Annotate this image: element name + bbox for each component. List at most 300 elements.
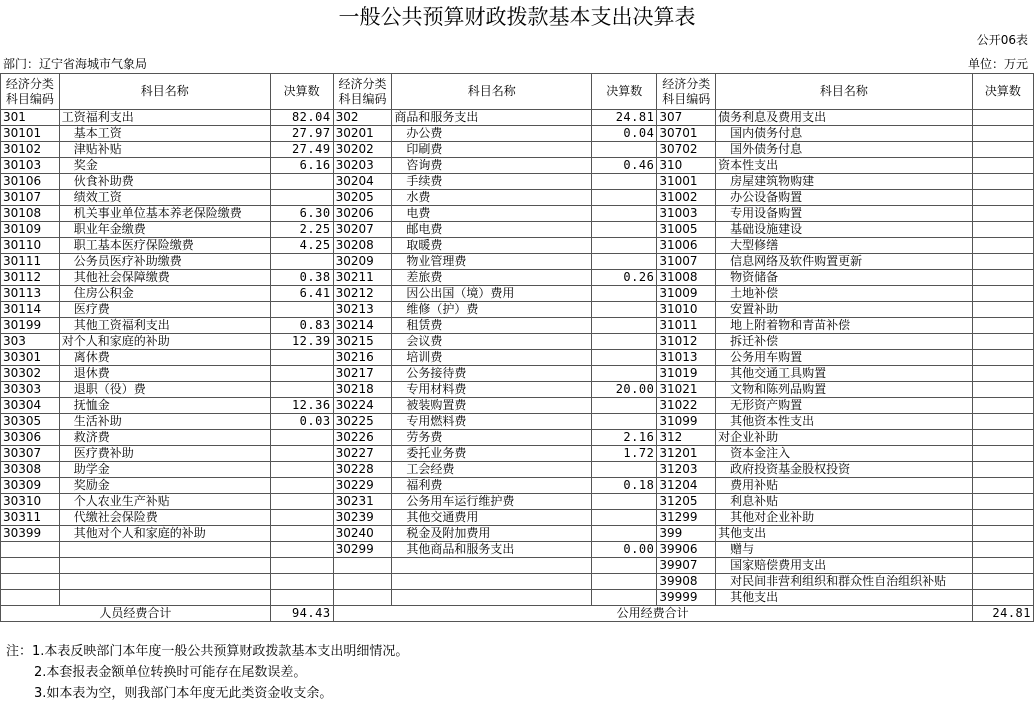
amount-cell: 0.04 [592, 126, 657, 142]
code-cell: 30228 [333, 462, 392, 478]
code-cell: 31204 [657, 478, 716, 494]
code-cell: 30212 [333, 286, 392, 302]
personnel-total-label: 人员经费合计 [1, 606, 271, 622]
code-cell: 307 [657, 110, 716, 126]
code-cell: 30303 [1, 382, 60, 398]
name-cell: 退职（役）费 [59, 382, 270, 398]
code-cell: 30113 [1, 286, 60, 302]
name-cell: 土地补偿 [716, 286, 973, 302]
name-cell: 公务员医疗补助缴费 [59, 254, 270, 270]
code-cell: 30301 [1, 350, 60, 366]
amount-cell [270, 302, 333, 318]
header-name-3: 科目名称 [716, 74, 973, 110]
personnel-total-value: 94.43 [270, 606, 333, 622]
name-cell [59, 558, 270, 574]
code-cell: 30202 [333, 142, 392, 158]
name-cell: 租赁费 [392, 318, 592, 334]
name-cell: 个人农业生产补贴 [59, 494, 270, 510]
name-cell: 其他对个人和家庭的补助 [59, 526, 270, 542]
header-code-3: 经济分类科目编码 [657, 74, 716, 110]
code-cell: 31099 [657, 414, 716, 430]
amount-cell [972, 318, 1033, 334]
code-cell: 30109 [1, 222, 60, 238]
name-cell: 抚恤金 [59, 398, 270, 414]
table-row [1, 510, 1034, 526]
header-code-2: 经济分类科目编码 [333, 74, 392, 110]
code-cell: 31006 [657, 238, 716, 254]
name-cell: 电费 [392, 206, 592, 222]
amount-cell [972, 334, 1033, 350]
table-row [1, 270, 1034, 286]
name-cell: 其他支出 [716, 590, 973, 606]
name-cell: 退休费 [59, 366, 270, 382]
amount-cell [592, 526, 657, 542]
amount-cell: 27.97 [270, 126, 333, 142]
table-row [1, 126, 1034, 142]
amount-cell [972, 206, 1033, 222]
code-cell: 31003 [657, 206, 716, 222]
amount-cell [972, 350, 1033, 366]
amount-cell: 82.04 [270, 110, 333, 126]
amount-cell: 2.16 [592, 430, 657, 446]
amount-cell [270, 446, 333, 462]
code-cell: 30112 [1, 270, 60, 286]
name-cell: 维修（护）费 [392, 302, 592, 318]
table-row [1, 494, 1034, 510]
footnote-3: 3.如本表为空，则我部门本年度无此类资金收支余。 [34, 686, 333, 701]
amount-cell [592, 398, 657, 414]
amount-cell [592, 510, 657, 526]
unit-label: 单位：万元 [967, 57, 1028, 71]
code-cell: 30299 [333, 542, 392, 558]
name-cell: 物业管理费 [392, 254, 592, 270]
amount-cell [972, 302, 1033, 318]
code-cell: 31022 [657, 398, 716, 414]
code-cell: 30311 [1, 510, 60, 526]
code-cell: 30204 [333, 174, 392, 190]
amount-cell: 0.03 [270, 414, 333, 430]
department-label: 部门：辽宁省海城市气象局 [3, 57, 148, 71]
name-cell: 公务用车运行维护费 [392, 494, 592, 510]
amount-cell [592, 238, 657, 254]
amount-cell [972, 238, 1033, 254]
name-cell: 商品和服务支出 [392, 110, 592, 126]
amount-cell [592, 254, 657, 270]
code-cell: 31005 [657, 222, 716, 238]
code-cell: 30218 [333, 382, 392, 398]
public-total-value: 24.81 [972, 606, 1033, 622]
name-cell: 工资福利支出 [59, 110, 270, 126]
code-cell: 302 [333, 110, 392, 126]
name-cell [392, 558, 592, 574]
amount-cell: 6.41 [270, 286, 333, 302]
amount-cell [270, 478, 333, 494]
amount-cell [972, 190, 1033, 206]
amount-cell [972, 558, 1033, 574]
amount-cell: 6.16 [270, 158, 333, 174]
name-cell: 公务接待费 [392, 366, 592, 382]
amount-cell: 24.81 [592, 110, 657, 126]
name-cell: 国内债务付息 [716, 126, 973, 142]
amount-cell [972, 478, 1033, 494]
form-code: 公开06表 [976, 33, 1028, 47]
code-cell: 30304 [1, 398, 60, 414]
code-cell: 30199 [1, 318, 60, 334]
name-cell: 大型修缮 [716, 238, 973, 254]
code-cell: 30240 [333, 526, 392, 542]
amount-cell [270, 382, 333, 398]
name-cell: 物资储备 [716, 270, 973, 286]
amount-cell [972, 158, 1033, 174]
code-cell: 30111 [1, 254, 60, 270]
amount-cell [270, 510, 333, 526]
name-cell: 拆迁补偿 [716, 334, 973, 350]
header-code-1: 经济分类科目编码 [1, 74, 60, 110]
amount-cell [592, 414, 657, 430]
amount-cell: 12.36 [270, 398, 333, 414]
amount-cell [592, 494, 657, 510]
amount-cell: 0.26 [592, 270, 657, 286]
amount-cell [972, 382, 1033, 398]
table-row [1, 558, 1034, 574]
name-cell: 基本工资 [59, 126, 270, 142]
amount-cell [270, 494, 333, 510]
name-cell: 国家赔偿费用支出 [716, 558, 973, 574]
code-cell: 30216 [333, 350, 392, 366]
name-cell: 奖金 [59, 158, 270, 174]
amount-cell [972, 574, 1033, 590]
amount-cell [592, 558, 657, 574]
code-cell: 30702 [657, 142, 716, 158]
amount-cell [972, 590, 1033, 606]
name-cell: 专用设备购置 [716, 206, 973, 222]
name-cell: 医疗费 [59, 302, 270, 318]
name-cell: 差旅费 [392, 270, 592, 286]
name-cell: 基础设施建设 [716, 222, 973, 238]
name-cell: 奖励金 [59, 478, 270, 494]
table-row [1, 542, 1034, 558]
name-cell: 赠与 [716, 542, 973, 558]
name-cell: 对个人和家庭的补助 [59, 334, 270, 350]
code-cell: 30308 [1, 462, 60, 478]
table-row [1, 222, 1034, 238]
name-cell [59, 574, 270, 590]
name-cell: 住房公积金 [59, 286, 270, 302]
amount-cell [270, 366, 333, 382]
name-cell: 代缴社会保险费 [59, 510, 270, 526]
code-cell: 30205 [333, 190, 392, 206]
name-cell: 咨询费 [392, 158, 592, 174]
amount-cell: 0.83 [270, 318, 333, 334]
name-cell: 其他资本性支出 [716, 414, 973, 430]
amount-cell [592, 222, 657, 238]
amount-cell: 20.00 [592, 382, 657, 398]
amount-cell [972, 222, 1033, 238]
name-cell: 其他社会保障缴费 [59, 270, 270, 286]
amount-cell [592, 318, 657, 334]
amount-cell [972, 462, 1033, 478]
code-cell [1, 574, 60, 590]
code-cell: 30231 [333, 494, 392, 510]
name-cell: 利息补贴 [716, 494, 973, 510]
name-cell [392, 590, 592, 606]
name-cell: 其他交通费用 [392, 510, 592, 526]
name-cell: 公务用车购置 [716, 350, 973, 366]
header-amount-1: 决算数 [270, 74, 333, 110]
amount-cell [972, 510, 1033, 526]
amount-cell [592, 174, 657, 190]
name-cell: 救济费 [59, 430, 270, 446]
amount-cell: 0.46 [592, 158, 657, 174]
name-cell: 助学金 [59, 462, 270, 478]
amount-cell [592, 350, 657, 366]
name-cell: 文物和陈列品购置 [716, 382, 973, 398]
name-cell: 委托业务费 [392, 446, 592, 462]
code-cell: 31203 [657, 462, 716, 478]
amount-cell [972, 414, 1033, 430]
amount-cell: 0.18 [592, 478, 657, 494]
name-cell: 专用材料费 [392, 382, 592, 398]
name-cell: 伙食补助费 [59, 174, 270, 190]
code-cell: 30307 [1, 446, 60, 462]
code-cell: 30102 [1, 142, 60, 158]
amount-cell [972, 526, 1033, 542]
table-row [1, 462, 1034, 478]
code-cell: 30106 [1, 174, 60, 190]
amount-cell [270, 430, 333, 446]
code-cell: 30214 [333, 318, 392, 334]
amount-cell [592, 142, 657, 158]
code-cell: 30305 [1, 414, 60, 430]
amount-cell [270, 574, 333, 590]
table-row [1, 254, 1034, 270]
code-cell: 312 [657, 430, 716, 446]
amount-cell [972, 494, 1033, 510]
code-cell: 30224 [333, 398, 392, 414]
name-cell: 其他支出 [716, 526, 973, 542]
name-cell: 资本性支出 [716, 158, 973, 174]
table-row [1, 350, 1034, 366]
name-cell: 对企业补助 [716, 430, 973, 446]
amount-cell [592, 462, 657, 478]
code-cell: 39907 [657, 558, 716, 574]
name-cell: 办公设备购置 [716, 190, 973, 206]
name-cell: 资本金注入 [716, 446, 973, 462]
amount-cell [972, 446, 1033, 462]
code-cell [1, 558, 60, 574]
code-cell: 30215 [333, 334, 392, 350]
code-cell: 30206 [333, 206, 392, 222]
code-cell: 30101 [1, 126, 60, 142]
name-cell: 取暖费 [392, 238, 592, 254]
code-cell [1, 542, 60, 558]
code-cell: 30701 [657, 126, 716, 142]
amount-cell [592, 366, 657, 382]
code-cell: 30226 [333, 430, 392, 446]
amount-cell [270, 542, 333, 558]
amount-cell [592, 574, 657, 590]
code-cell: 31010 [657, 302, 716, 318]
code-cell: 30217 [333, 366, 392, 382]
name-cell: 国外债务付息 [716, 142, 973, 158]
amount-cell [592, 206, 657, 222]
amount-cell [270, 174, 333, 190]
expenditure-table [0, 73, 1034, 622]
table-row [1, 302, 1034, 318]
name-cell: 费用补贴 [716, 478, 973, 494]
code-cell: 31019 [657, 366, 716, 382]
amount-cell [972, 254, 1033, 270]
name-cell [392, 574, 592, 590]
table-row [1, 414, 1034, 430]
table-row [1, 334, 1034, 350]
amount-cell: 0.38 [270, 270, 333, 286]
amount-cell [972, 542, 1033, 558]
code-cell: 31021 [657, 382, 716, 398]
report-title: 一般公共预算财政拨款基本支出决算表 [338, 5, 696, 29]
code-cell [1, 590, 60, 606]
code-cell: 31009 [657, 286, 716, 302]
name-cell: 房屋建筑物购建 [716, 174, 973, 190]
name-cell: 邮电费 [392, 222, 592, 238]
table-row [1, 158, 1034, 174]
footnote-2: 2.本套报表金额单位转换时可能存在尾数误差。 [34, 665, 307, 680]
table-row [1, 574, 1034, 590]
code-cell: 30110 [1, 238, 60, 254]
table-row [1, 590, 1034, 606]
amount-cell: 4.25 [270, 238, 333, 254]
table-row [1, 318, 1034, 334]
code-cell: 30302 [1, 366, 60, 382]
table-row [1, 238, 1034, 254]
code-cell: 30108 [1, 206, 60, 222]
code-cell: 31001 [657, 174, 716, 190]
code-cell: 30213 [333, 302, 392, 318]
name-cell: 其他交通工具购置 [716, 366, 973, 382]
table-row [1, 110, 1034, 126]
name-cell: 水费 [392, 190, 592, 206]
amount-cell: 1.72 [592, 446, 657, 462]
code-cell: 30103 [1, 158, 60, 174]
amount-cell [972, 174, 1033, 190]
name-cell: 因公出国（境）费用 [392, 286, 592, 302]
amount-cell [972, 398, 1033, 414]
code-cell: 399 [657, 526, 716, 542]
code-cell [333, 558, 392, 574]
code-cell [333, 590, 392, 606]
name-cell: 安置补助 [716, 302, 973, 318]
name-cell: 劳务费 [392, 430, 592, 446]
name-cell: 职业年金缴费 [59, 222, 270, 238]
code-cell: 303 [1, 334, 60, 350]
name-cell: 信息网络及软件购置更新 [716, 254, 973, 270]
amount-cell [972, 142, 1033, 158]
code-cell: 30209 [333, 254, 392, 270]
amount-cell [270, 254, 333, 270]
name-cell: 津贴补贴 [59, 142, 270, 158]
amount-cell [270, 462, 333, 478]
code-cell: 30399 [1, 526, 60, 542]
code-cell: 30225 [333, 414, 392, 430]
amount-cell [270, 558, 333, 574]
table-row [1, 190, 1034, 206]
name-cell: 职工基本医疗保险缴费 [59, 238, 270, 254]
name-cell: 债务利息及费用支出 [716, 110, 973, 126]
name-cell: 其他商品和服务支出 [392, 542, 592, 558]
amount-cell: 12.39 [270, 334, 333, 350]
code-cell: 30107 [1, 190, 60, 206]
table-row [1, 286, 1034, 302]
code-cell: 31201 [657, 446, 716, 462]
code-cell: 39908 [657, 574, 716, 590]
table-row [1, 446, 1034, 462]
table-row [1, 206, 1034, 222]
code-cell: 31011 [657, 318, 716, 334]
header-amount-2: 决算数 [592, 74, 657, 110]
amount-cell [972, 286, 1033, 302]
name-cell: 培训费 [392, 350, 592, 366]
name-cell: 印刷费 [392, 142, 592, 158]
amount-cell [592, 590, 657, 606]
name-cell: 离休费 [59, 350, 270, 366]
name-cell: 工会经费 [392, 462, 592, 478]
code-cell [333, 574, 392, 590]
table-row [1, 366, 1034, 382]
table-row [1, 142, 1034, 158]
footnote-1: 注：1.本表反映部门本年度一般公共预算财政拨款基本支出明细情况。 [6, 644, 409, 659]
code-cell: 31007 [657, 254, 716, 270]
amount-cell [972, 430, 1033, 446]
code-cell: 31012 [657, 334, 716, 350]
public-total-label: 公用经费合计 [333, 606, 972, 622]
code-cell: 30229 [333, 478, 392, 494]
name-cell: 生活补助 [59, 414, 270, 430]
code-cell: 30208 [333, 238, 392, 254]
amount-cell [972, 110, 1033, 126]
table-row [1, 174, 1034, 190]
header-amount-3: 决算数 [972, 74, 1033, 110]
table-row [1, 430, 1034, 446]
table-row [1, 478, 1034, 494]
name-cell: 会议费 [392, 334, 592, 350]
name-cell: 对民间非营利组织和群众性自治组织补贴 [716, 574, 973, 590]
amount-cell [270, 590, 333, 606]
name-cell: 福利费 [392, 478, 592, 494]
code-cell: 30114 [1, 302, 60, 318]
amount-cell [972, 270, 1033, 286]
footnotes [6, 641, 408, 704]
code-cell: 31299 [657, 510, 716, 526]
amount-cell [270, 190, 333, 206]
code-cell: 30201 [333, 126, 392, 142]
totals-row [1, 606, 1034, 622]
amount-cell [270, 350, 333, 366]
code-cell: 31013 [657, 350, 716, 366]
amount-cell: 2.25 [270, 222, 333, 238]
amount-cell: 0.00 [592, 542, 657, 558]
name-cell: 税金及附加费用 [392, 526, 592, 542]
code-cell: 310 [657, 158, 716, 174]
name-cell: 手续费 [392, 174, 592, 190]
code-cell: 30207 [333, 222, 392, 238]
amount-cell [592, 286, 657, 302]
name-cell: 其他对企业补助 [716, 510, 973, 526]
header-name-2: 科目名称 [392, 74, 592, 110]
code-cell: 30227 [333, 446, 392, 462]
name-cell [59, 590, 270, 606]
name-cell: 地上附着物和青苗补偿 [716, 318, 973, 334]
code-cell: 31008 [657, 270, 716, 286]
